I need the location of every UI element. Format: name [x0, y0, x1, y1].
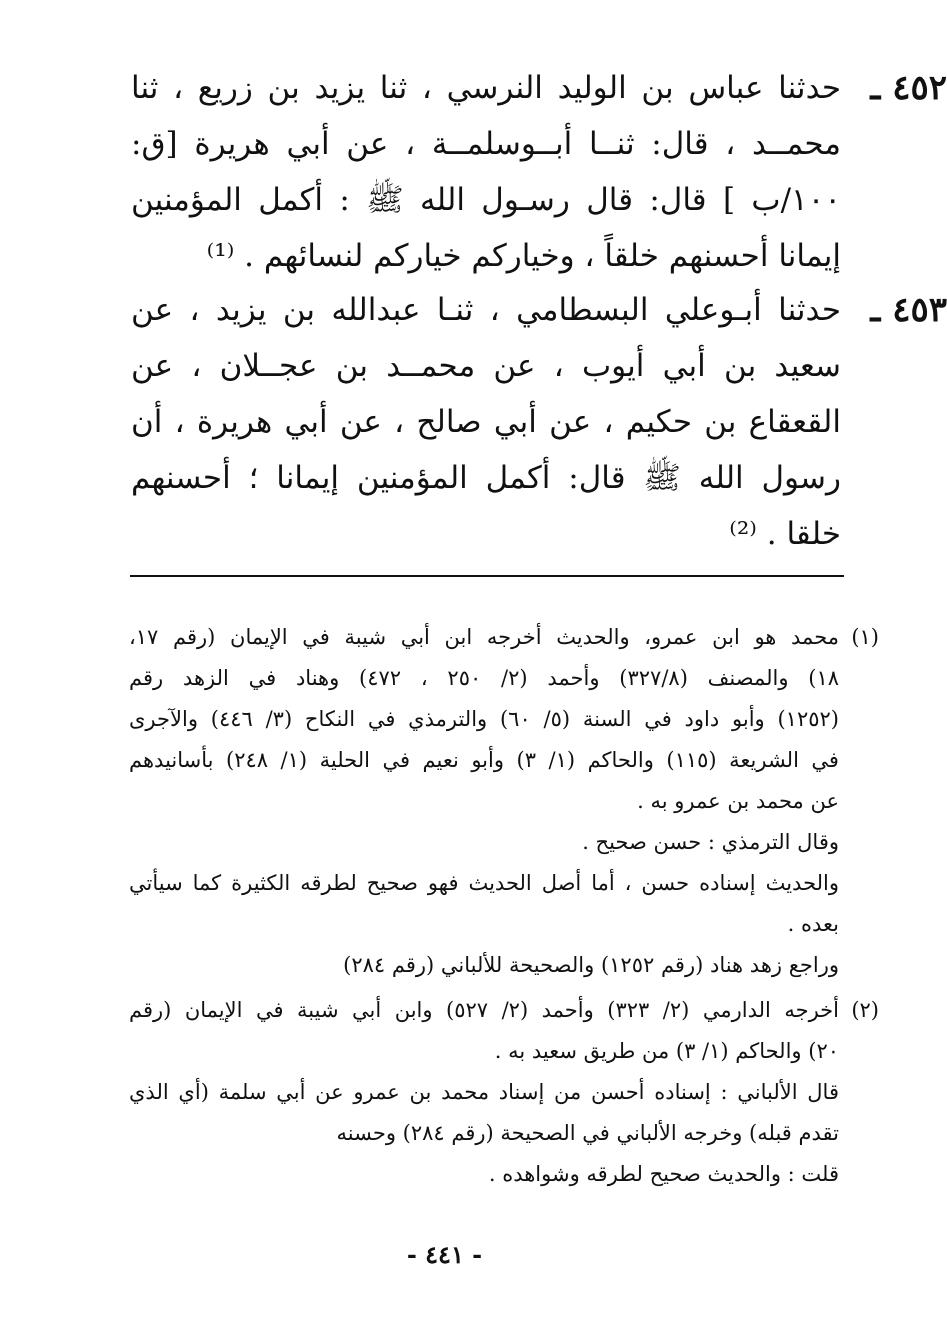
- hadith-line: محمــد ، قال: ثنــا أبــوسلمــة ، عن أبي هريرة [ق:: [131, 126, 841, 162]
- hadith-line: حدثنا عباس بن الوليد النرسي ، ثنا يزيد بن زريع ، ثنا: [131, 70, 841, 106]
- footnote-line: ١٨) والمصنف (٣٢٧/٨) وأحمد (٢/ ٢٥٠ ، ٤٧٢) وهناد في الزهد رقم: [129, 666, 839, 690]
- hadith-number: ٤٥٣ ـ: [870, 290, 947, 330]
- footnote-2: [129, 990, 879, 1195]
- footnote-1: [129, 617, 879, 986]
- footnote-number: (١): [851, 625, 879, 649]
- hadith-line: إيمانا أحسنهم خلقاً ، وخياركم خياركم لنسائهم . ⁽¹⁾: [206, 238, 841, 274]
- footnote-line: (١٢٥٢) وأبو داود في السنة (٥/ ٦٠) والترمذي في النكاح (٣/ ٤٤٦) والآجرى: [129, 707, 839, 731]
- footnote-line: أخرجه الدارمي (٢/ ٣٢٣) وأحمد (٢/ ٥٢٧) وابن أبي شيبة في الإيمان (رقم: [129, 998, 839, 1022]
- footnote-number: (٢): [851, 998, 879, 1022]
- footnote-line: عن محمد بن عمرو به .: [637, 789, 839, 813]
- footnote-line: قال الألباني : إسناده أحسن من إسناد محمد بن عمرو عن أبي سلمة (أي الذي: [129, 1080, 839, 1104]
- hadith-line: ١٠٠/ب ] قال: قال رسـول الله ﷺ : أكمل المؤمنين: [131, 182, 841, 218]
- footnote-line: وراجع زهد هناد (رقم ١٢٥٢) والصحيحة للألباني (رقم ٢٨٤): [343, 953, 839, 977]
- footnote-line: محمد هو ابن عمرو، والحديث أخرجه ابن أبي شيبة في الإيمان (رقم ١٧،: [129, 625, 839, 649]
- hadith-line: حدثنا أبـوعلي البسطامي ، ثنـا عبدالله بن يزيد ، عن: [131, 292, 841, 328]
- page-number: - ٤٤١ -: [406, 1240, 483, 1269]
- footnote-line: والحديث إسناده حسن ، أما أصل الحديث فهو صحيح لطرقه الكثيرة كما سيأتي: [129, 871, 839, 895]
- footnote-divider: [130, 575, 844, 577]
- footnote-line: في الشريعة (١١٥) والحاكم (١/ ٣) وأبو نعيم في الحلية (١/ ٢٤٨) بأسانيدهم: [129, 748, 839, 772]
- footnote-line: بعده .: [787, 912, 839, 936]
- hadith-452: [131, 60, 947, 284]
- hadith-line: القعقاع بن حكيم ، عن أبي صالح ، عن أبي هريرة ، أن: [131, 404, 841, 440]
- hadith-line: رسول الله ﷺ قال: أكمل المؤمنين إيمانا ؛ أحسنهم: [131, 460, 841, 496]
- footnote-line: وقال الترمذي : حسن صحيح .: [582, 830, 839, 854]
- footnote-line: ٢٠) والحاكم (١/ ٣) من طريق سعيد به .: [494, 1039, 839, 1063]
- hadith-line: خلقا . ⁽²⁾: [729, 516, 841, 552]
- hadith-453: [131, 282, 947, 562]
- footnote-line: تقدم قبله) وخرجه الألباني في الصحيحة (رقم ٢٨٤) وحسنه: [336, 1121, 839, 1145]
- hadith-line: سعيد بن أبي أيوب ، عن محمــد بن عجــلان ، عن: [131, 348, 841, 384]
- hadith-number: ٤٥٢ ـ: [870, 68, 947, 108]
- footnote-line: قلت : والحديث صحيح لطرقه وشواهده .: [488, 1162, 839, 1186]
